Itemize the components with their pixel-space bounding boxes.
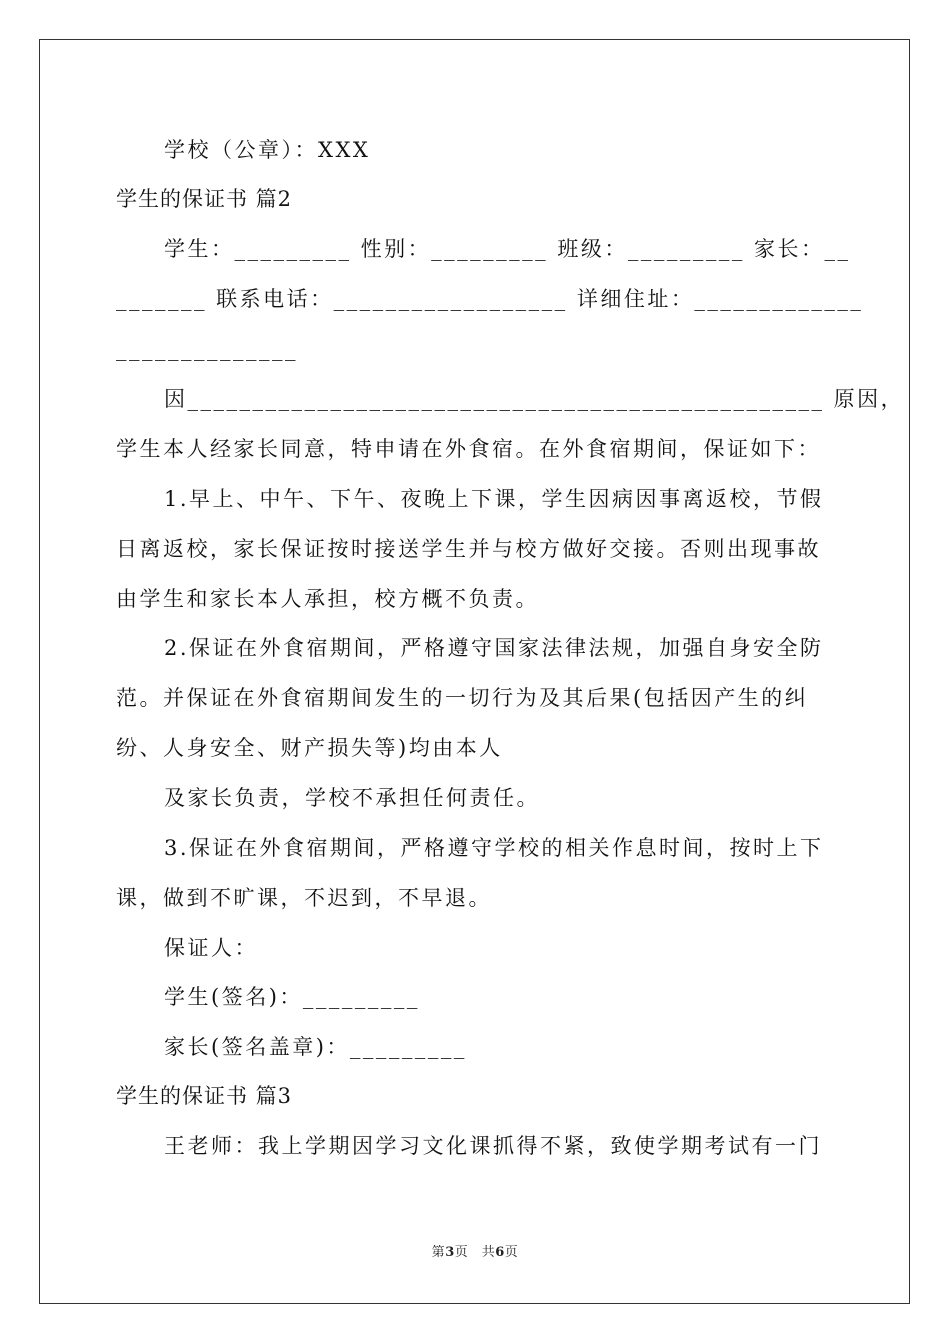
clause-2: 2.保证在外食宿期间，严格遵守国家法律法规，加强自身安全防 xyxy=(164,636,824,660)
reason-line: 因_________________________________________________ 原因， xyxy=(164,387,905,411)
page-border xyxy=(39,39,910,1304)
clause-1-continued: 日离返校，家长保证按时接送学生并与校方做好交接。否则出现事故 xyxy=(116,537,821,561)
footer-current-page: 3 xyxy=(445,1245,455,1260)
clause-2-continued: 纷、人身安全、财产损失等)均由本人 xyxy=(116,736,503,760)
parent-signature-line: 家长(签名盖章)：_________ xyxy=(164,1035,467,1059)
contact-fields: _______ 联系电话：__________________ 详细住址：_____________ xyxy=(116,287,864,311)
address-continuation: ______________ xyxy=(116,337,298,361)
clause-2-continued: 范。并保证在外食宿期间发生的一切行为及其后果(包括因产生的纠 xyxy=(116,686,809,710)
student-signature-line: 学生(签名)：_________ xyxy=(164,985,420,1009)
section-heading-2: 学生的保证书 篇2 xyxy=(116,187,293,211)
clause-1-continued: 由学生和家长本人承担，校方概不负责。 xyxy=(116,587,539,611)
clause-2-continued: 及家长负责，学校不承担任何责任。 xyxy=(164,786,540,810)
clause-3-continued: 课，做到不旷课，不迟到，不早退。 xyxy=(116,886,492,910)
footer-mid: 页 共 xyxy=(454,1245,496,1260)
page-footer xyxy=(0,1244,950,1262)
clause-1: 1.早上、中午、下午、夜晚上下课，学生因病因事离返校，节假 xyxy=(164,487,824,511)
letter-opening: 王老师：我上学期因学习文化课抓得不紧，致使学期考试有一门 xyxy=(164,1134,822,1158)
guarantor-label: 保证人： xyxy=(164,936,258,960)
student-info-fields: 学生：_________ 性别：_________ 班级：_________ 家长：__ xyxy=(164,237,851,261)
body-paragraph: 学生本人经家长同意，特申请在外食宿。在外食宿期间，保证如下： xyxy=(116,437,821,461)
footer-total-pages: 6 xyxy=(495,1245,505,1260)
school-seal-line: 学校（公章）：XXX xyxy=(164,138,371,162)
section-heading-3: 学生的保证书 篇3 xyxy=(116,1084,293,1108)
clause-3: 3.保证在外食宿期间，严格遵守学校的相关作息时间，按时上下 xyxy=(164,836,824,860)
footer-prefix: 第 xyxy=(431,1245,446,1260)
footer-suffix: 页 xyxy=(504,1245,519,1260)
